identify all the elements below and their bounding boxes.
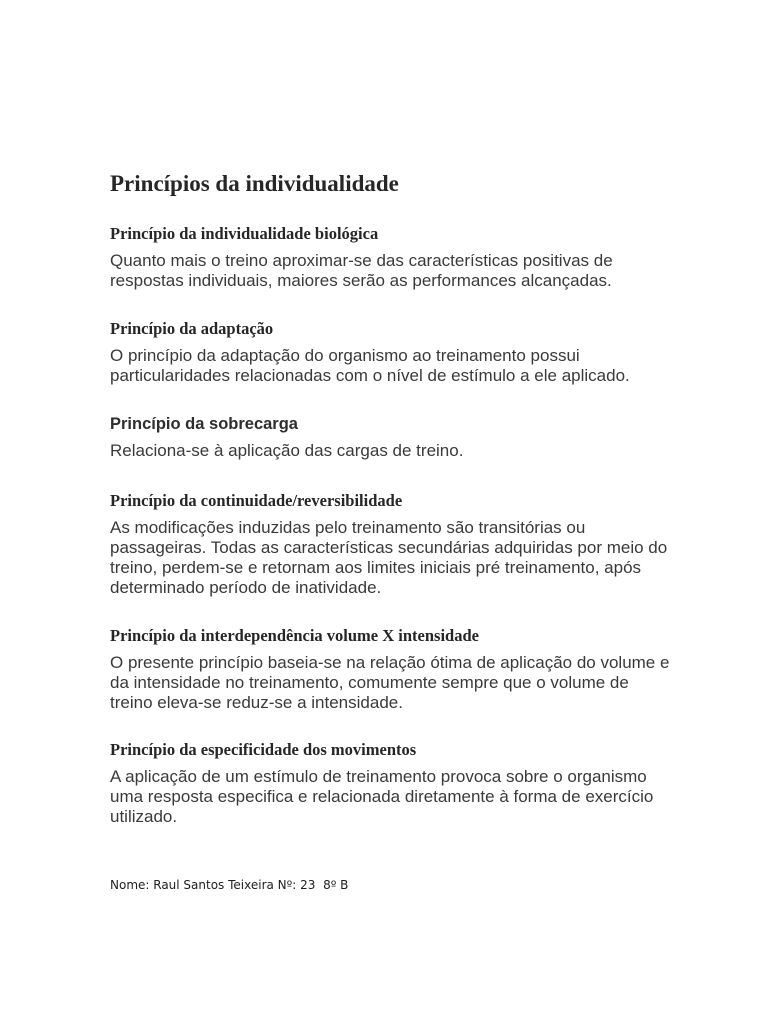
section-heading: Princípio da sobrecarga xyxy=(110,415,298,433)
section-heading: Princípio da adaptação xyxy=(110,319,274,338)
section-especificidade-movimentos xyxy=(110,739,670,827)
section-sobrecarga xyxy=(110,413,670,461)
section-paragraph: Relaciona-se à aplicação das cargas de treino. xyxy=(110,441,464,460)
section-heading: Princípio da continuidade/reversibilidade xyxy=(110,491,403,510)
section-paragraph: O princípio da adaptação do organismo ao treinamento possui particularidades relacionadas com o nível de estímulo a ele aplicado. xyxy=(110,346,630,385)
section-paragraph: O presente princípio baseia-se na relação ótima de aplicação do volume e da intensidade no treinamento, comumente sempre que o volume de treino eleva-se reduz-se a intensidade. xyxy=(110,653,670,712)
section-paragraph: As modificações induzidas pelo treinamento são transitórias ou passageiras. Todas as características secundárias adquiridas por meio do treino, perdem-se e retornam aos limites iniciais pré treinamento, após determinado período de inatividade. xyxy=(110,518,668,597)
section-paragraph: Quanto mais o treino aproximar-se das características positivas de respostas individuais, maiores serão as performances alcançadas. xyxy=(110,251,613,290)
section-heading: Princípio da interdependência volume X intensidade xyxy=(110,626,479,645)
section-continuidade-reversibilidade xyxy=(110,490,670,598)
section-volume-intensidade xyxy=(110,625,670,713)
section-adaptacao xyxy=(110,318,670,386)
section-heading: Princípio da especificidade dos movimentos xyxy=(110,740,417,759)
student-name-footer: Nome: Raul Santos Teixeira Nº: 23 8º B xyxy=(110,878,349,892)
section-paragraph: A aplicação de um estímulo de treinamento provoca sobre o organismo uma resposta especifica e relacionada diretamente à forma de exercício utilizado. xyxy=(110,767,654,826)
section-individualidade-biologica xyxy=(110,223,670,291)
section-heading: Princípio da individualidade biológica xyxy=(110,224,379,243)
page-title: Princípios da individualidade xyxy=(110,171,399,196)
